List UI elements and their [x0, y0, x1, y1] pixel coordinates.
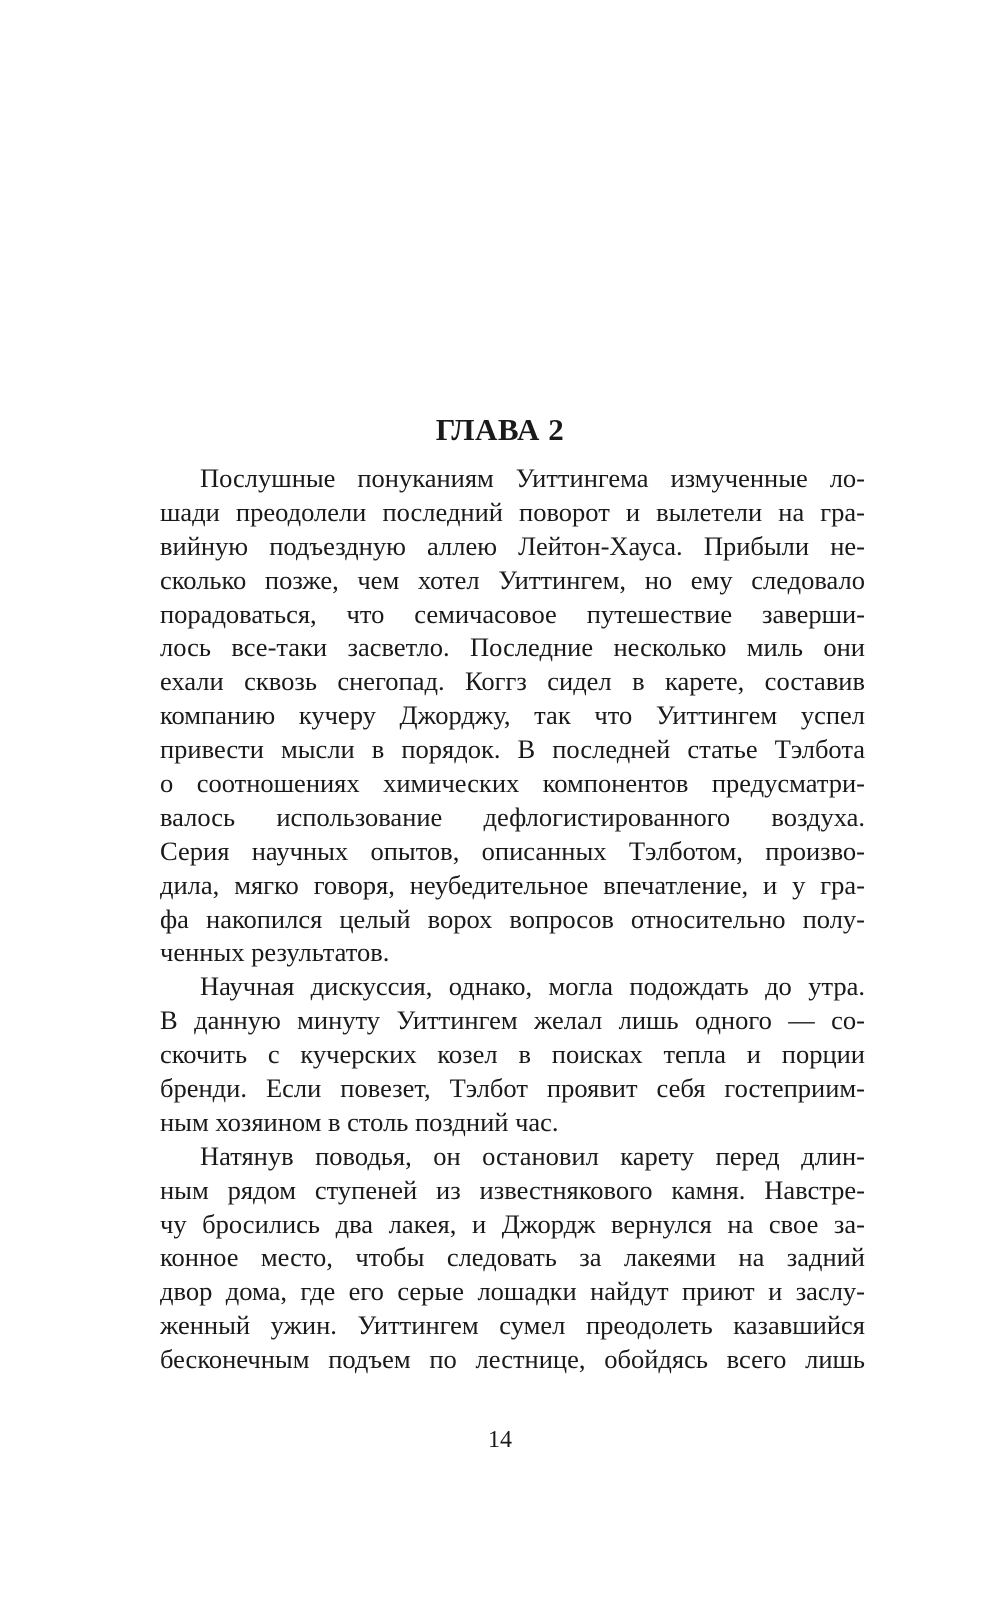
text-line: Натянув поводья, он остановил карету перед длин- [200, 1140, 865, 1171]
text-line: шади преодолели последний поворот и вылетели на гра- [160, 496, 865, 527]
text-line: валось использование дефлогистированного воздуха. [160, 801, 865, 832]
text-line: фа накопился целый ворох вопросов относительно полу- [160, 903, 865, 934]
paragraph [160, 970, 865, 1139]
text-line: Научная дискуссия, однако, могла подождать до утра. [200, 971, 865, 1002]
text-line: Послушные понуканиям Уиттингема измученные ло- [200, 463, 865, 493]
text-line: ехали сквозь снегопад. Коггз сидел в карете, составив [160, 666, 865, 697]
text-line: порадоваться, что семичасовое путешествие заверши- [160, 598, 865, 629]
chapter-title: ГЛАВА 2 [435, 412, 565, 447]
text-line: двор дома, где его серые лошадки найдут приют и заслу- [160, 1276, 865, 1307]
text-line: бренди. Если повезет, Тэлбот проявит себя гостеприим- [160, 1073, 865, 1104]
text-line: Серия научных опытов, описанных Тэлботом, произво- [160, 835, 865, 866]
text-line: о соотношениях химических компонентов предусматри- [160, 768, 865, 799]
text-line: дила, мягко говоря, неубедительное впечатление, и у гра- [160, 869, 865, 900]
text-line: лось все-таки засветло. Последние несколько миль они [160, 632, 865, 663]
text-line: конное место, чтобы следовать за лакеями на задний [160, 1242, 865, 1273]
text-line: ченных результатов. [160, 937, 390, 968]
text-line: привести мысли в порядок. В последней статье Тэлбота [160, 734, 865, 765]
text-line: скочить с кучерских козел в поисках тепла и порции [160, 1039, 865, 1070]
page-number: 14 [488, 1427, 512, 1453]
paragraph [160, 1140, 865, 1377]
text-line: компанию кучеру Джорджу, так что Уиттингем успел [160, 700, 865, 731]
text-line: ным рядом ступеней из известнякового камня. Навстре- [160, 1174, 865, 1205]
text-line: сколько позже, чем хотел Уиттингем, но ему следовало [160, 564, 865, 595]
text-line: женный ужин. Уиттингем сумел преодолеть казавшийся [160, 1310, 865, 1341]
text-line: чу бросились два лакея, и Джордж вернулся на свое за- [160, 1208, 865, 1239]
body-text [160, 462, 865, 1377]
paragraph [160, 462, 865, 970]
text-line: вийную подъездную аллею Лейтон-Хауса. Прибыли не- [160, 530, 865, 561]
text-line: В данную минуту Уиттингем желал лишь одного — со- [160, 1005, 865, 1036]
text-line: бесконечным подъем по лестнице, обойдясь всего лишь [160, 1344, 865, 1375]
text-line: ным хозяином в столь поздний час. [160, 1106, 559, 1137]
